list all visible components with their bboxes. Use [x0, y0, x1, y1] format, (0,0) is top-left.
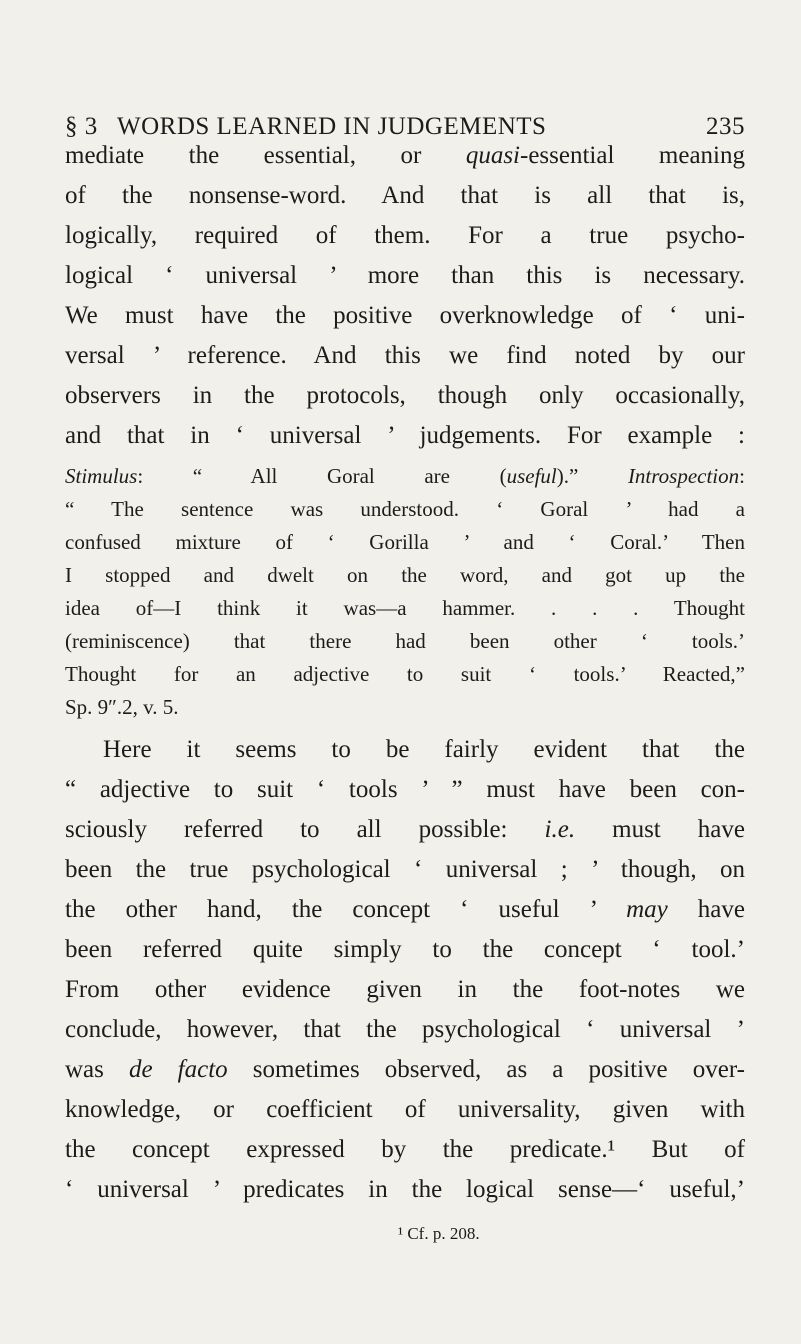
text-line: We must have the positive overknowledge of ‘ uni-	[65, 302, 745, 329]
quote-line: Stimulus: “ All Goral are (useful).” Introspection:	[65, 464, 745, 488]
quote-line: Sp. 9″.2, v. 5.	[65, 695, 179, 719]
text-line: From other evidence given in the foot-notes we	[65, 976, 745, 1003]
text-line: was de facto sometimes observed, as a positive over-	[65, 1056, 745, 1083]
running-title: WORDS LEARNED IN JUDGEMENTS	[117, 113, 547, 140]
section-mark: § 3	[65, 113, 98, 140]
quote-line: Thought for an adjective to suit ‘ tools.’ Reacted,”	[65, 662, 745, 686]
quote-line: confused mixture of ‘ Gorilla ’ and ‘ Coral.’ Then	[65, 530, 745, 554]
text-line: knowledge, or coefficient of universality, given with	[65, 1096, 745, 1123]
quote-line: idea of—I think it was—a hammer. . . . Thought	[65, 596, 745, 620]
text-line: Here it seems to be fairly evident that the	[103, 736, 745, 763]
quote-line: “ The sentence was understood. ‘ Goral ’ had a	[65, 497, 745, 521]
text-line: of the nonsense-word. And that is all that is,	[65, 182, 745, 209]
page-number: 235	[706, 113, 745, 140]
text-line: the other hand, the concept ‘ useful ’ may have	[65, 896, 745, 923]
text-line: versal ’ reference. And this we find noted by our	[65, 342, 745, 369]
text-line: been the true psychological ‘ universal ; ’ though, on	[65, 856, 745, 883]
text-line: ‘ universal ’ predicates in the logical sense—‘ useful,’	[65, 1176, 745, 1203]
text-line: the concept expressed by the predicate.¹ But of	[65, 1136, 745, 1163]
quote-line: I stopped and dwelt on the word, and got up the	[65, 563, 745, 587]
text-line: been referred quite simply to the concept ‘ tool.’	[65, 936, 745, 963]
text-line: and that in ‘ universal ’ judgements. For example :	[65, 422, 745, 449]
footnote: ¹ Cf. p. 208.	[398, 1224, 480, 1243]
quote-line: (reminiscence) that there had been other ‘ tools.’	[65, 629, 745, 653]
text-line: mediate the essential, or quasi-essential meaning	[65, 142, 746, 169]
text-line: conclude, however, that the psychological ‘ universal ’	[65, 1016, 745, 1043]
text-line: logically, required of them. For a true psycho-	[65, 222, 745, 249]
text-line: “ adjective to suit ‘ tools ’ ” must have been con-	[65, 776, 745, 803]
text-line: sciously referred to all possible: i.e. must have	[65, 816, 745, 843]
text-line: observers in the protocols, though only occasionally,	[65, 382, 745, 409]
text-line: logical ‘ universal ’ more than this is necessary.	[65, 262, 745, 289]
